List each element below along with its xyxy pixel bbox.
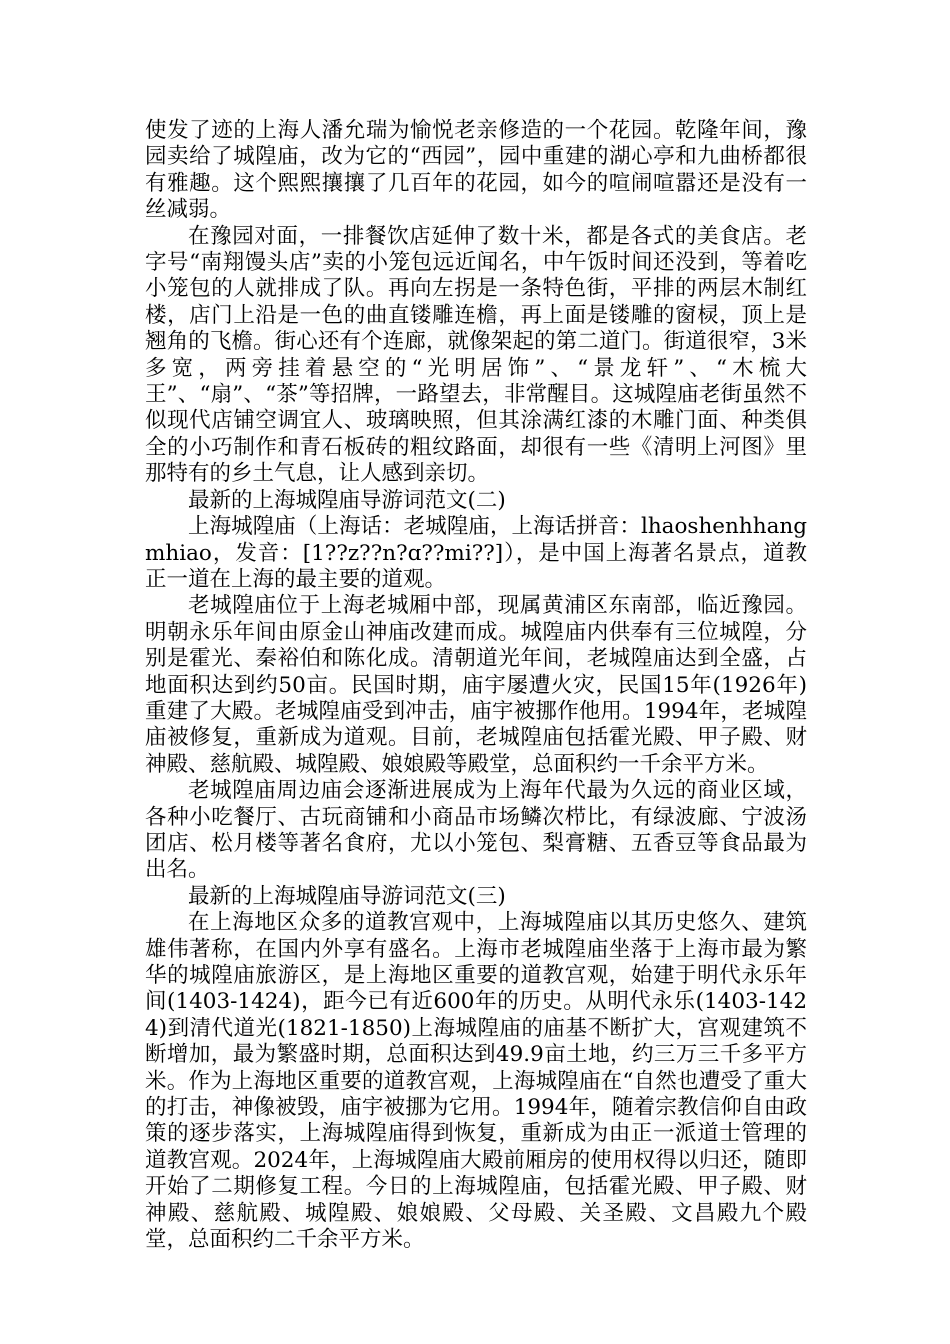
paragraph-yuyuan-history: 使发了迹的上海人潘允瑞为愉悦老亲修造的一个花园。乾隆年间，豫园卖给了城隍庙，改为它的“西园”，园中重建的湖心亭和九曲桥都很有雅趣。这个熙熙攘攘了几百年的花园，如今的喧闹喧嚣还是没有一丝减弱。 bbox=[145, 118, 807, 223]
paragraph-food-street: 在豫园对面，一排餐饮店延伸了数十米，都是各式的美食店。老字号“南翔馒头店”卖的小笼包远近闻名，中午饭时间还没到，等着吃小笼包的人就排成了队。再向左拐是一条特色街，平排的两层木制红楼，店门上沿是一色的曲直镂雕连檐，再上面是镂雕的窗棂，顶上是翘角的飞檐。街心还有个连廊，就像架起的第二道门。街道很窄，3米多宽，两旁挂着悬空的“光明居饰”、“景龙轩”、“木梳大王”、“扇”、“茶”等招牌，一路望去，非常醒目。这城隍庙老街虽然不似现代店铺空调宜人、玻璃映照，但其涂满红漆的木雕门面、种类俱全的小巧制作和青石板砖的粗纹路面，却很有一些《清明上河图》里那特有的乡土气息，让人感到亲切。 bbox=[145, 223, 807, 487]
paragraph-temple-history: 老城隍庙位于上海老城厢中部，现属黄浦区东南部，临近豫园。明朝永乐年间由原金山神庙改建而成。城隍庙内供奉有三位城隍，分别是霍光、秦裕伯和陈化成。清朝道光年间，老城隍庙达到全盛，占地面积达到约50亩。民国时期，庙宇屡遭火灾，民国15年(1926年)重建了大殿。老城隍庙受到冲击，庙宇被挪作他用。1994年，老城隍庙被修复，重新成为道观。目前，老城隍庙包括霍光殿、甲子殿、财神殿、慈航殿、城隍殿、娘娘殿等殿堂，总面积约一千余平方米。 bbox=[145, 593, 807, 777]
paragraph-taoist-temple: 在上海地区众多的道教宫观中，上海城隍庙以其历史悠久、建筑雄伟著称，在国内外享有盛名。上海市老城隍庙坐落于上海市最为繁华的城隍庙旅游区，是上海地区重要的道教宫观，始建于明代永乐年间(1403-1424)，距今已有近600年的历史。从明代永乐(1403-1424)到清代道光(1821-1850)上海城隍庙的庙基不断扩大，宫观建筑不断增加，最为繁盛时期，总面积达到49.9亩土地，约三万三千多平方米。作为上海地区重要的道教宫观，上海城隍庙在“自然也遭受了重大的打击，神像被毁，庙宇被挪为它用。1994年，随着宗教信仰自由政策的逐步落实，上海城隍庙得到恢复，重新成为由正一派道士管理的道教宫观。2024年，上海城隍庙大殿前厢房的使用权得以归还，随即开始了二期修复工程。今日的上海城隍庙，包括霍光殿、甲子殿、财神殿、慈航殿、城隍殿、娘娘殿、父母殿、关圣殿、文昌殿九个殿堂，总面积约二千余平方米。 bbox=[145, 910, 807, 1253]
document-page bbox=[145, 118, 807, 1253]
section-heading-2: 最新的上海城隍庙导游词范文(二) bbox=[188, 487, 506, 513]
section-heading-3: 最新的上海城隍庙导游词范文(三) bbox=[188, 883, 506, 909]
paragraph-temple-intro: 上海城隍庙（上海话：老城隍庙，上海话拼音：lhaoshenhhangmhiao，发音：[1??z??n?ɑ??mi??]），是中国上海著名景点，道教正一道在上海的最主要的道观。 bbox=[145, 514, 807, 592]
paragraph-temple-fair: 老城隍庙周边庙会逐渐进展成为上海年代最为久远的商业区域，各种小吃餐厅、古玩商铺和小商品市场鳞次栉比，有绿波廊、宁波汤团店、松月楼等著名食府，尤以小笼包、梨膏糖、五香豆等食品最为出名。 bbox=[145, 778, 807, 883]
